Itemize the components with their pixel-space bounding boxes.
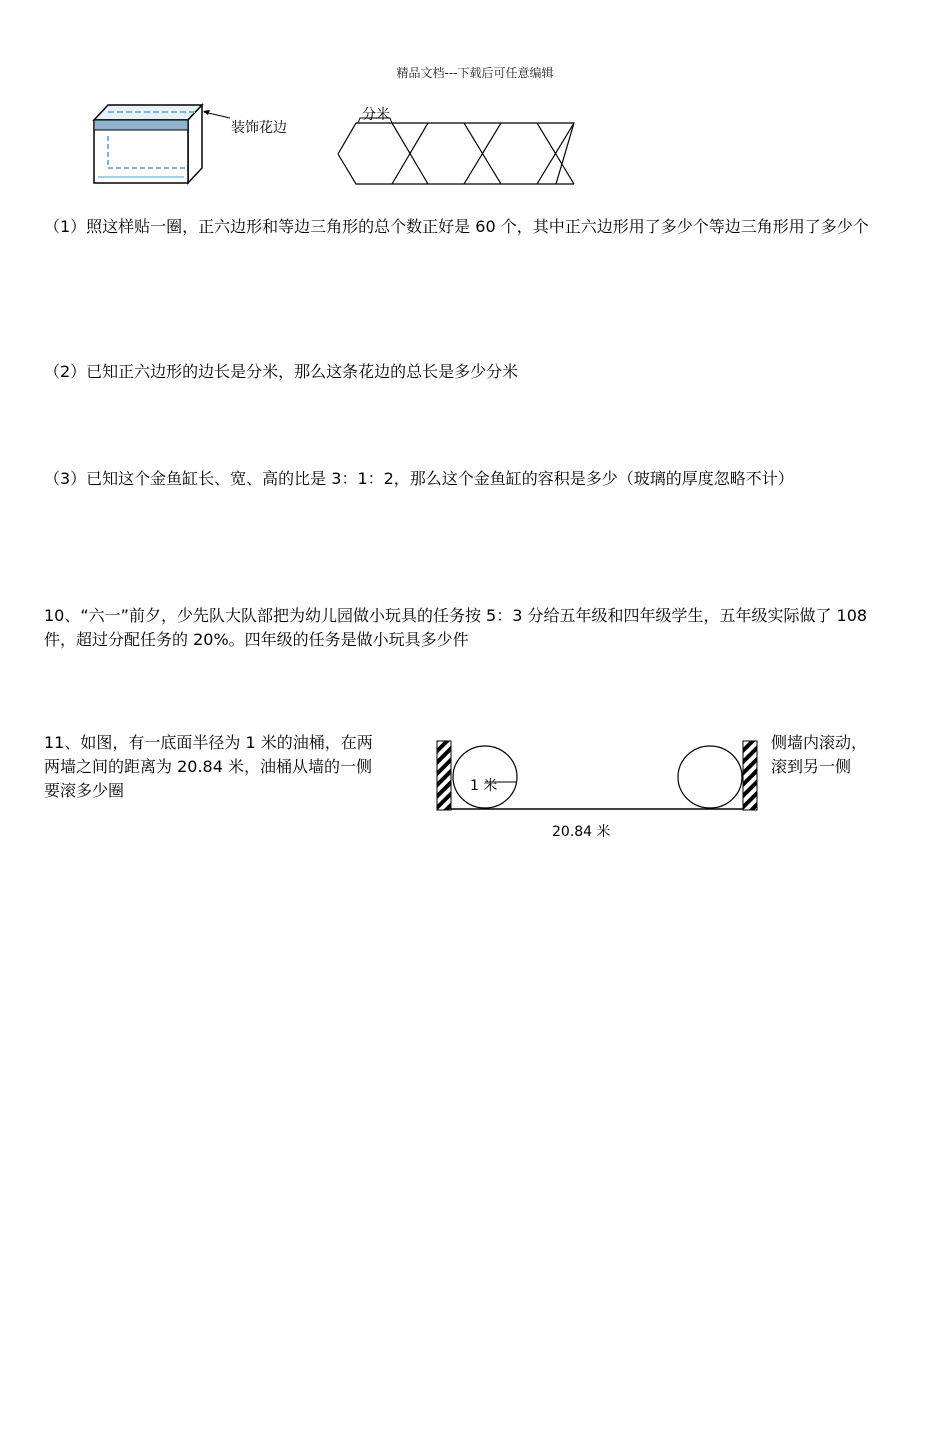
decorative-border-label: 装饰花边 [231, 120, 287, 136]
tank-side-face [188, 105, 202, 183]
left-wall [437, 741, 451, 810]
barrel-right [678, 746, 742, 808]
page-header: 精品文档---下载后可任意编辑 [396, 66, 554, 80]
question-1: （1）照这样贴一圈，正六边形和等边三角形的总个数正好是 60 个，其中正六边形用了多少个等边三角形用了多少个 [44, 217, 869, 236]
distance-label: 20.84 米 [552, 824, 611, 840]
right-wall [743, 741, 757, 810]
question-11-line-1: 11、如图，有一底面半径为 1 米的油桶，在两 [44, 733, 373, 752]
fish-tank-figure [90, 100, 220, 190]
question-11-line-2: 两墙之间的距离为 20.84 米，油桶从墙的一侧 [44, 757, 372, 776]
question-2: （2）已知正六边形的边长是分米，那么这条花边的总长是多少分米 [44, 362, 519, 381]
decorative-band [94, 120, 188, 130]
question-11-right-line-1: 侧墙内滚动， [771, 733, 868, 752]
decimeter-label: 分米 [362, 107, 390, 123]
question-3: （3）已知这个金鱼缸长、宽、高的比是 3：1：2，那么这个金鱼缸的容积是多少（玻璃的厚度忽略不计） [44, 469, 794, 488]
question-10: 10、“六一”前夕，少先队大队部把为幼儿园做小玩具的任务按 5：3 分给五年级和四年级学生，五年级实际做了 108 件，超过分配任务的 20%。四年级的任务是做小玩具多少件 [44, 606, 868, 649]
radius-label: 1 米 [470, 778, 498, 794]
question-11-line-3: 要滚多少圈 [44, 781, 125, 800]
question-11-right-line-2: 滚到另一侧 [771, 757, 852, 776]
